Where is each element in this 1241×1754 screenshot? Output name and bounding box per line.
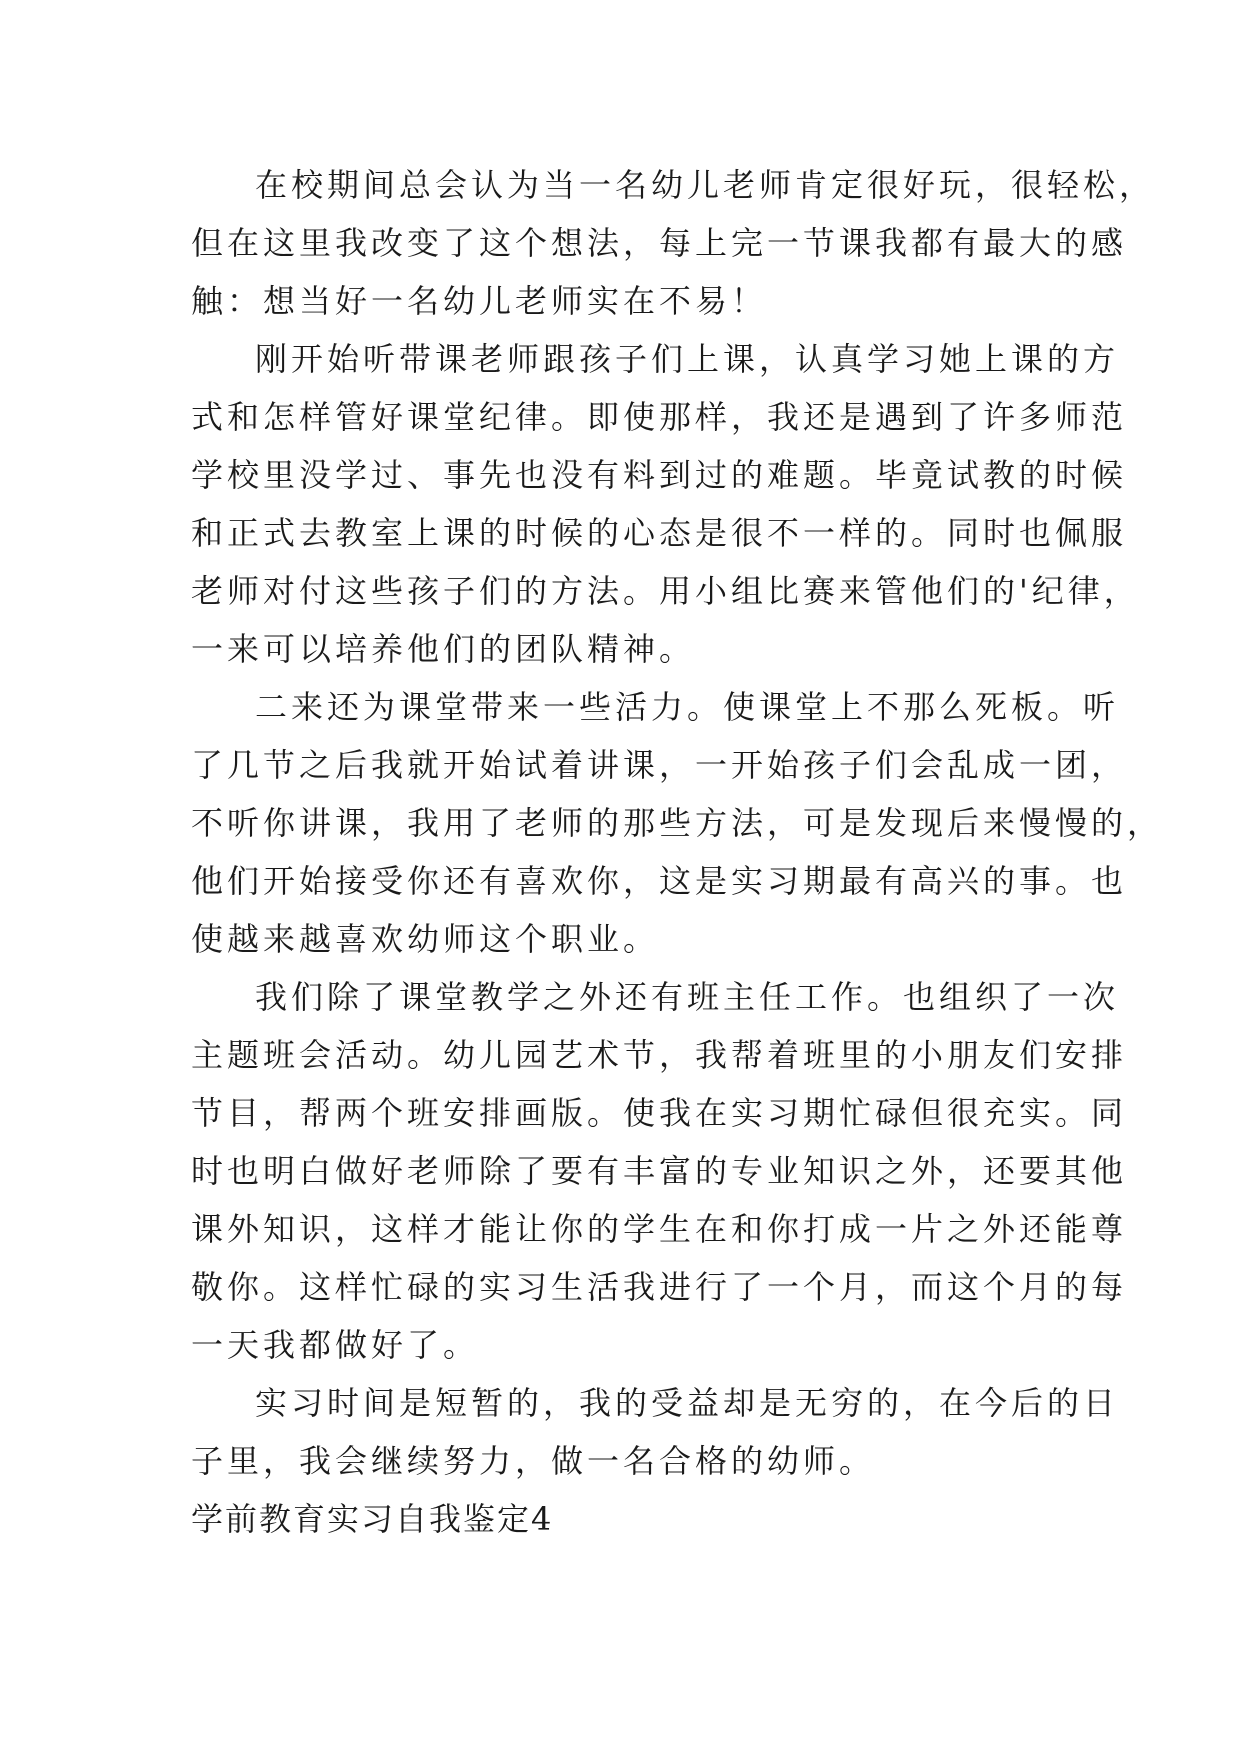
paragraph-3-line-5: 使越来越喜欢幼师这个职业。 [191,920,660,958]
paragraph-1-line-2: 但在这里我改变了这个想法，每上完一节课我都有最大的感 [191,224,1128,262]
paragraph-4-line-4: 时也明白做好老师除了要有丰富的专业知识之外，还要其他 [191,1152,1128,1190]
paragraph-4-line-6: 敬你。这样忙碌的实习生活我进行了一个月，而这个月的每 [191,1268,1128,1306]
paragraph-5-line-2: 子里，我会继续努力，做一名合格的幼师。 [191,1442,876,1480]
paragraph-3-line-1: 二来还为课堂带来一些活力。使课堂上不那么死板。听 [255,688,1120,726]
paragraph-2-line-3: 学校里没学过、事先也没有料到过的难题。毕竟试教的时候 [191,456,1128,494]
paragraph-2-line-4: 和正式去教室上课的时候的心态是很不一样的。同时也佩服 [191,514,1128,552]
paragraph-4-line-1: 我们除了课堂教学之外还有班主任工作。也组织了一次 [255,978,1120,1016]
paragraph-1-line-1: 在校期间总会认为当一名幼儿老师肯定很好玩，很轻松， [255,166,1156,204]
paragraph-4-line-2: 主题班会活动。幼儿园艺术节，我帮着班里的小朋友们安排 [191,1036,1128,1074]
paragraph-2-line-6: 一来可以培养他们的团队精神。 [191,630,696,668]
paragraph-5-line-1: 实习时间是短暂的，我的受益却是无穷的，在今后的日 [255,1384,1120,1422]
paragraph-1-line-3: 触：想当好一名幼儿老师实在不易！ [191,282,768,320]
paragraph-2-line-2: 式和怎样管好课堂纪律。即使那样，我还是遇到了许多师范 [191,398,1128,436]
paragraph-4-line-5: 课外知识，这样才能让你的学生在和你打成一片之外还能尊 [191,1210,1128,1248]
paragraph-4-line-7: 一天我都做好了。 [191,1326,480,1364]
paragraph-3-line-2: 了几节之后我就开始试着讲课，一开始孩子们会乱成一团， [191,746,1128,784]
paragraph-3-line-4: 他们开始接受你还有喜欢你，这是实习期最有高兴的事。也 [191,862,1128,900]
paragraph-2-line-1: 刚开始听带课老师跟孩子们上课，认真学习她上课的方 [255,340,1120,378]
section-heading: 学前教育实习自我鉴定4 [191,1500,554,1538]
paragraph-3-line-3: 不听你讲课，我用了老师的那些方法，可是发现后来慢慢的， [191,804,1164,842]
paragraph-4-line-3: 节目，帮两个班安排画版。使我在实习期忙碌但很充实。同 [191,1094,1128,1132]
paragraph-2-line-5: 老师对付这些孩子们的方法。用小组比赛来管他们的'纪律， [191,572,1140,610]
